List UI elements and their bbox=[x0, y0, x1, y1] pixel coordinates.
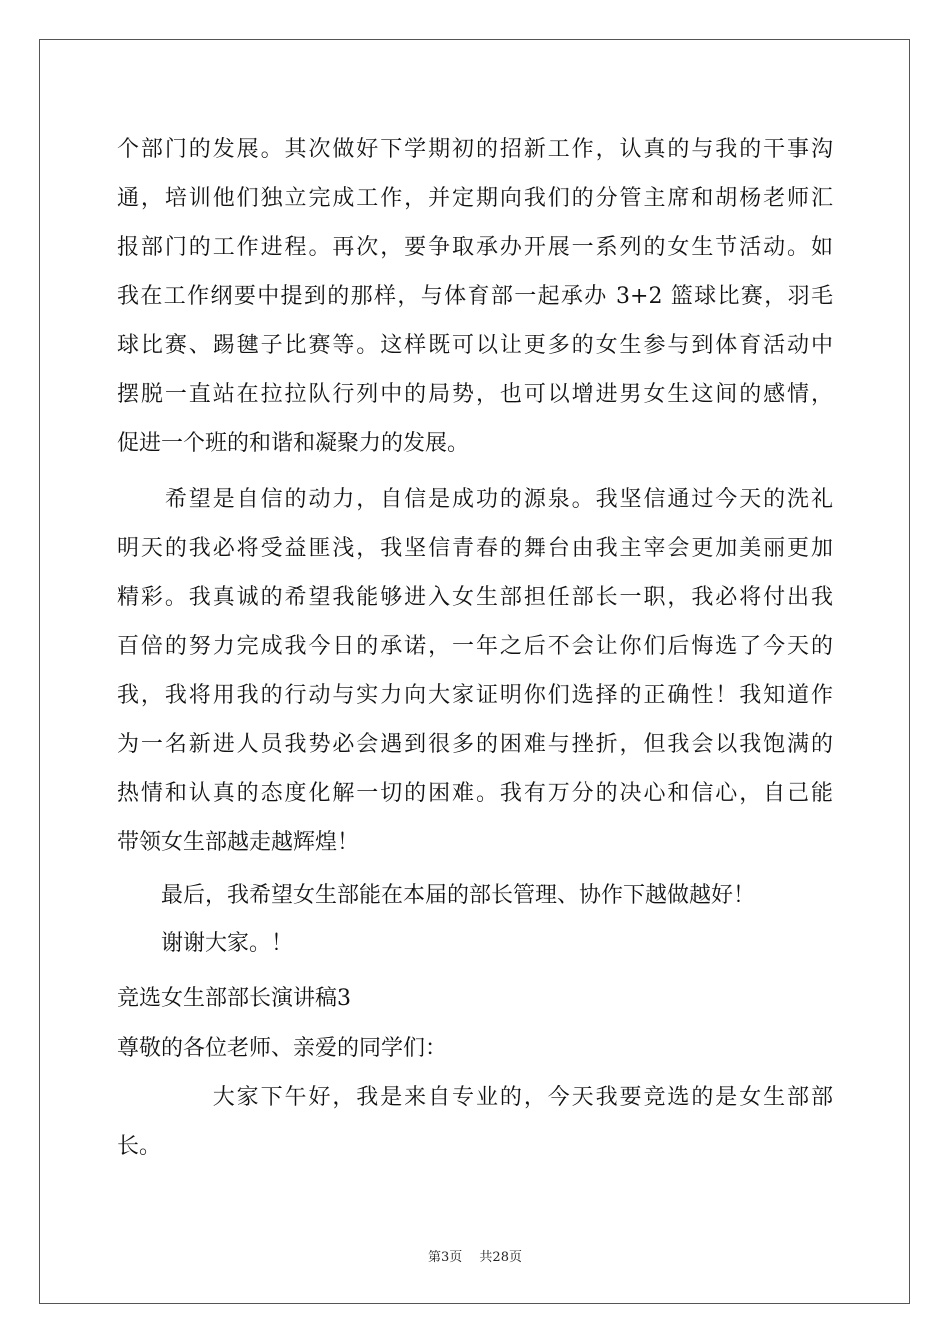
text-line: 长。 bbox=[117, 1134, 162, 1159]
text-line: 个部门的发展。其次做好下学期初的招新工作，认真的与我的干事沟 bbox=[117, 137, 833, 162]
text-line: 百倍的努力完成我今日的承诺，一年之后不会让你们后悔选了今天的 bbox=[117, 634, 833, 659]
section-heading: 竞选女生部部长演讲稿3 bbox=[117, 986, 351, 1011]
page-footer: 第3页 共28页 bbox=[428, 1250, 522, 1265]
text-line: 为一名新进人员我势必会遇到很多的困难与挫折，但我会以我饱满的 bbox=[117, 732, 833, 757]
text-line: 希望是自信的动力，自信是成功的源泉。我坚信通过今天的洗礼 bbox=[117, 487, 833, 512]
text-line: 明天的我必将受益匪浅，我坚信青春的舞台由我主宰会更加美丽更加 bbox=[117, 536, 833, 561]
text-line: 球比赛、踢毽子比赛等。这样既可以让更多的女生参与到体育活动中 bbox=[117, 333, 833, 358]
text-line: 带领女生部越走越辉煌！ bbox=[117, 830, 360, 855]
page-border bbox=[39, 39, 910, 1304]
text-line: 热情和认真的态度化解一切的困难。我有万分的决心和信心，自己能 bbox=[117, 781, 833, 806]
salutation: 尊敬的各位老师、亲爱的同学们： bbox=[117, 1036, 448, 1061]
text-line: 最后，我希望女生部能在本届的部长管理、协作下越做越好！ bbox=[117, 883, 756, 908]
text-line: 谢谢大家。！ bbox=[117, 931, 294, 956]
text-line: 促进一个班的和谐和凝聚力的发展。 bbox=[117, 431, 470, 456]
text-line: 我，我将用我的行动与实力向大家证明你们选择的正确性！我知道作 bbox=[117, 683, 833, 708]
text-line: 摆脱一直站在拉拉队行列中的局势，也可以增进男女生这间的感情， bbox=[117, 382, 833, 407]
text-line: 精彩。我真诚的希望我能够进入女生部担任部长一职，我必将付出我 bbox=[117, 585, 833, 610]
text-line: 大家下午好，我是来自专业的，今天我要竞选的是女生部部 bbox=[117, 1085, 833, 1110]
text-line: 我在工作纲要中提到的那样，与体育部一起承办 3+2 篮球比赛，羽毛 bbox=[117, 284, 833, 309]
text-line: 报部门的工作进程。再次，要争取承办开展一系列的女生节活动。如 bbox=[117, 235, 833, 260]
text-line: 通，培训他们独立完成工作，并定期向我们的分管主席和胡杨老师汇 bbox=[117, 186, 833, 211]
